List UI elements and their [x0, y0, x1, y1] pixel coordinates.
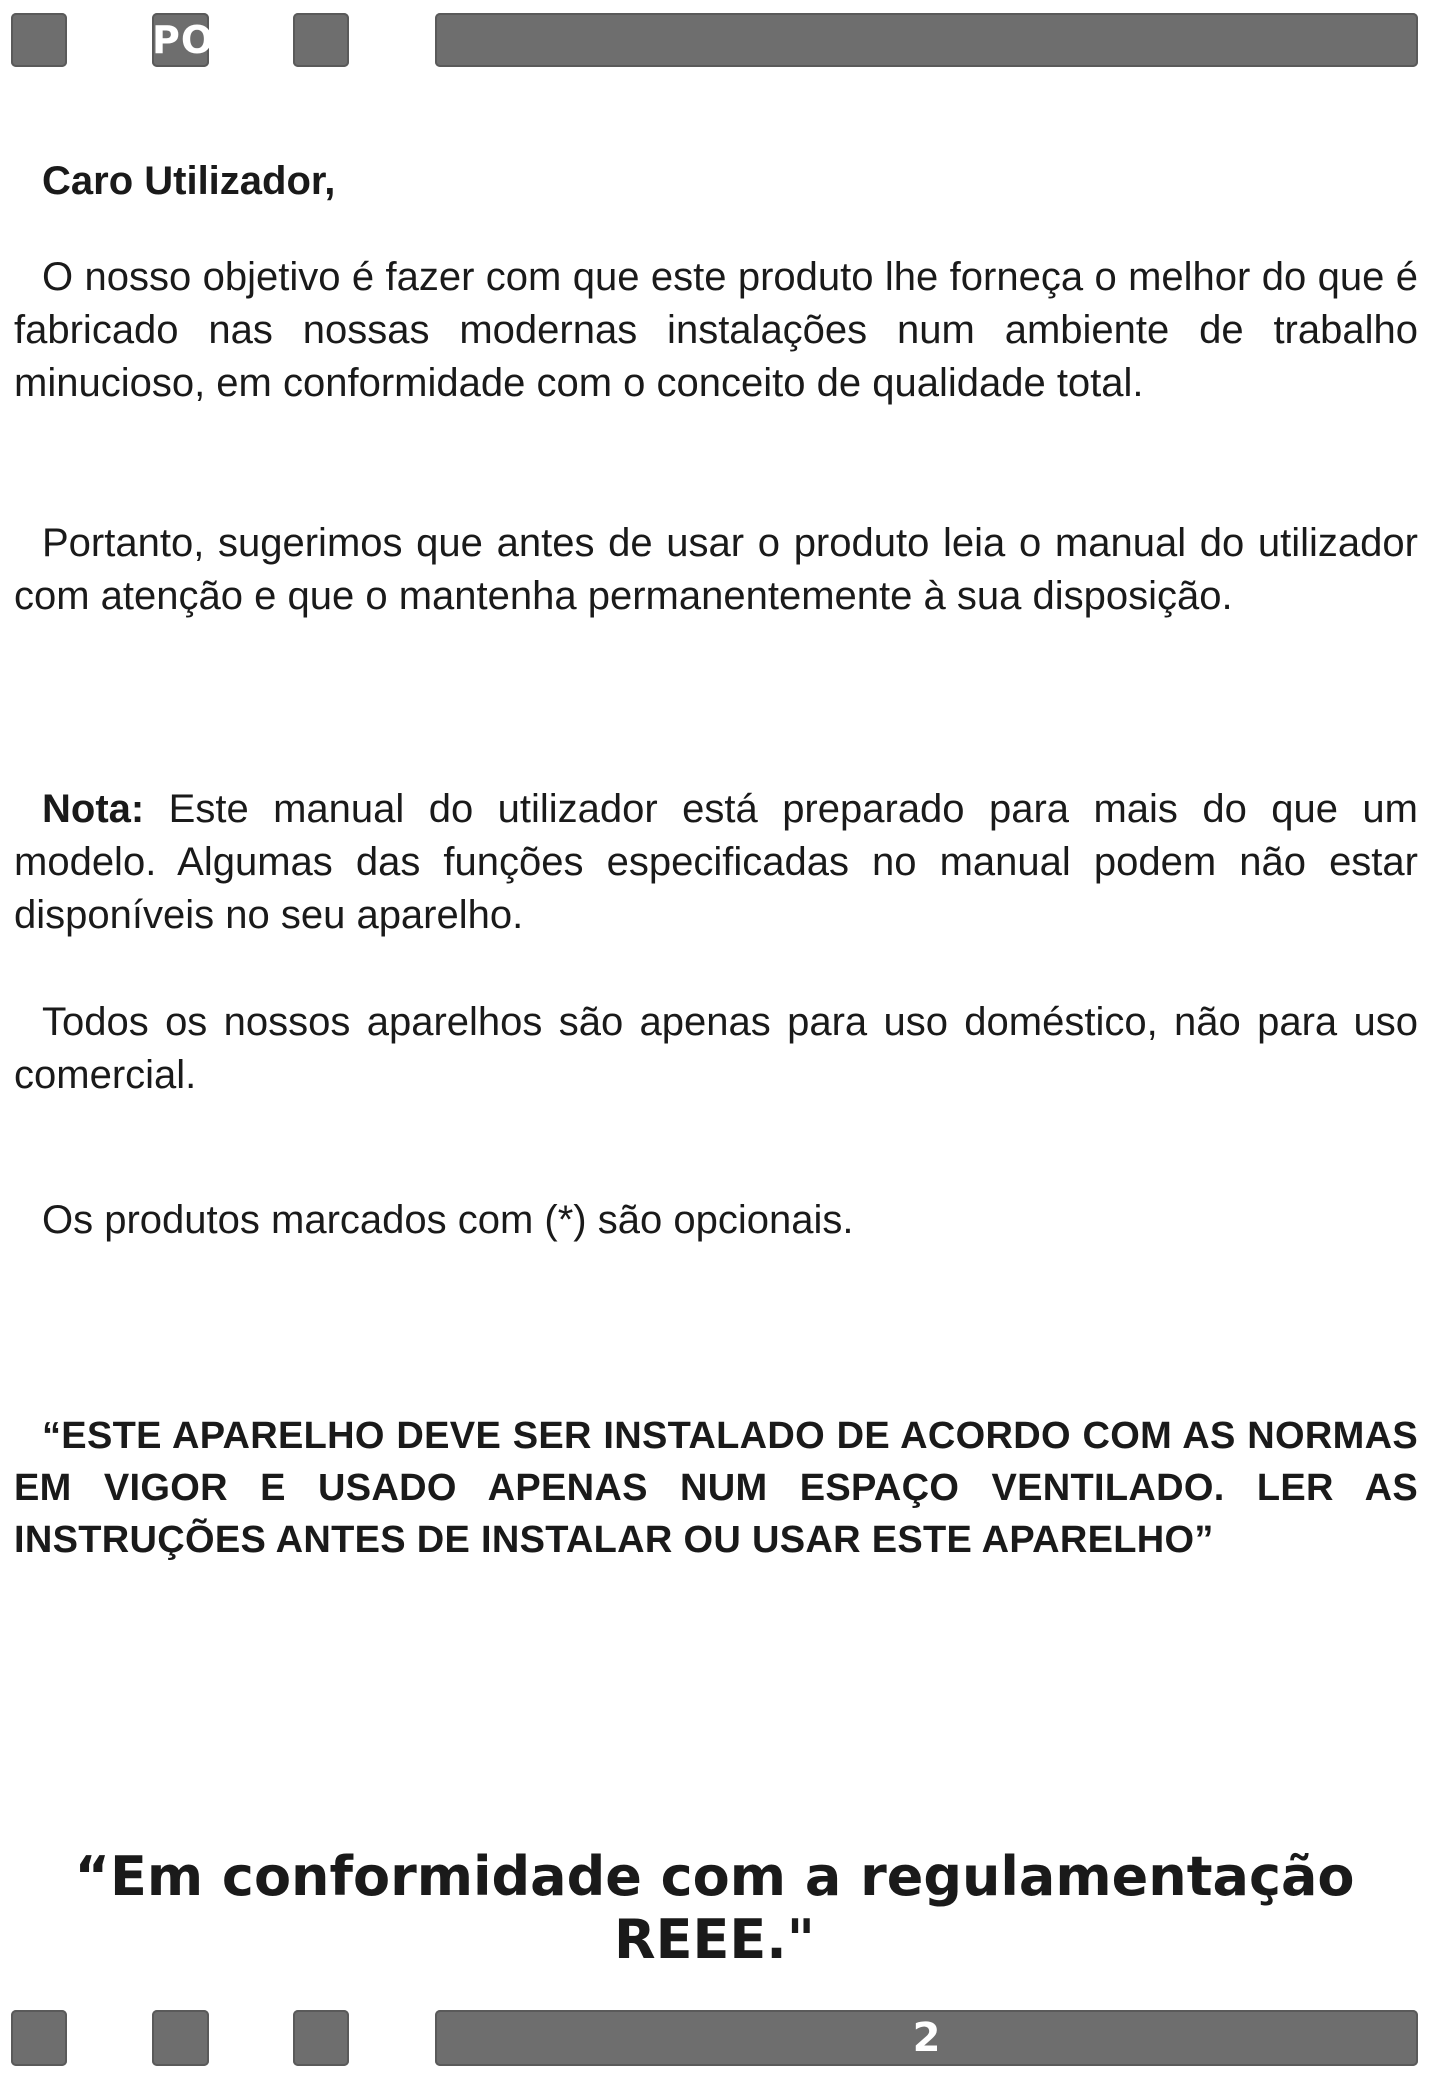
- header-block-1: [11, 13, 67, 67]
- footer-block-1: [11, 2010, 67, 2066]
- header-block-3: [293, 13, 349, 67]
- footer-block-3: [293, 2010, 349, 2066]
- language-badge: PO: [152, 13, 209, 67]
- domestic-use-paragraph: [14, 996, 1418, 1102]
- installation-warning: [14, 1410, 1418, 1566]
- usage-paragraph: [14, 517, 1418, 623]
- page-number: 2: [435, 2010, 1418, 2066]
- optional-products-text: Os produtos marcados com (*) são opcionais.: [42, 1198, 854, 1242]
- intro-paragraph: [14, 251, 1418, 410]
- intro-paragraph-text: O nosso objetivo é fazer com que este produto lhe forneça o melhor do que é fabricado nas nossas modernas instalações num ambiente de trabalho minucioso, em conformidade com o conceito de qualidade total.: [14, 255, 1418, 405]
- footer-block-2: [152, 2010, 209, 2066]
- domestic-use-text: Todos os nossos aparelhos são apenas para uso doméstico, não para uso comercial.: [14, 1000, 1418, 1097]
- compliance-statement: “Em conformidade com a regulamentação REEE.": [74, 1845, 1355, 1971]
- note-text: Este manual do utilizador está preparado para mais do que um modelo. Algumas das funções especificadas no manual podem não estar disponíveis no seu aparelho.: [14, 787, 1418, 937]
- greeting: [14, 155, 1418, 208]
- greeting-text: Caro Utilizador,: [42, 159, 336, 203]
- usage-paragraph-text: Portanto, sugerimos que antes de usar o produto leia o manual do utilizador com atenção e que o mantenha permanentemente à sua disposição.: [14, 521, 1418, 618]
- installation-warning-text: “ESTE APARELHO DEVE SER INSTALADO DE ACORDO COM AS NORMAS EM VIGOR E USADO APENAS NUM ESPAÇO VENTILADO. LER AS INSTRUÇÕES ANTES DE INSTALAR OU USAR ESTE APARELHO”: [14, 1415, 1418, 1561]
- note-paragraph-text: [14, 783, 1418, 942]
- optional-products-paragraph: [14, 1194, 1418, 1247]
- header-bar: [435, 13, 1418, 67]
- note-label: Nota:: [42, 787, 145, 831]
- note-paragraph: [14, 783, 1418, 942]
